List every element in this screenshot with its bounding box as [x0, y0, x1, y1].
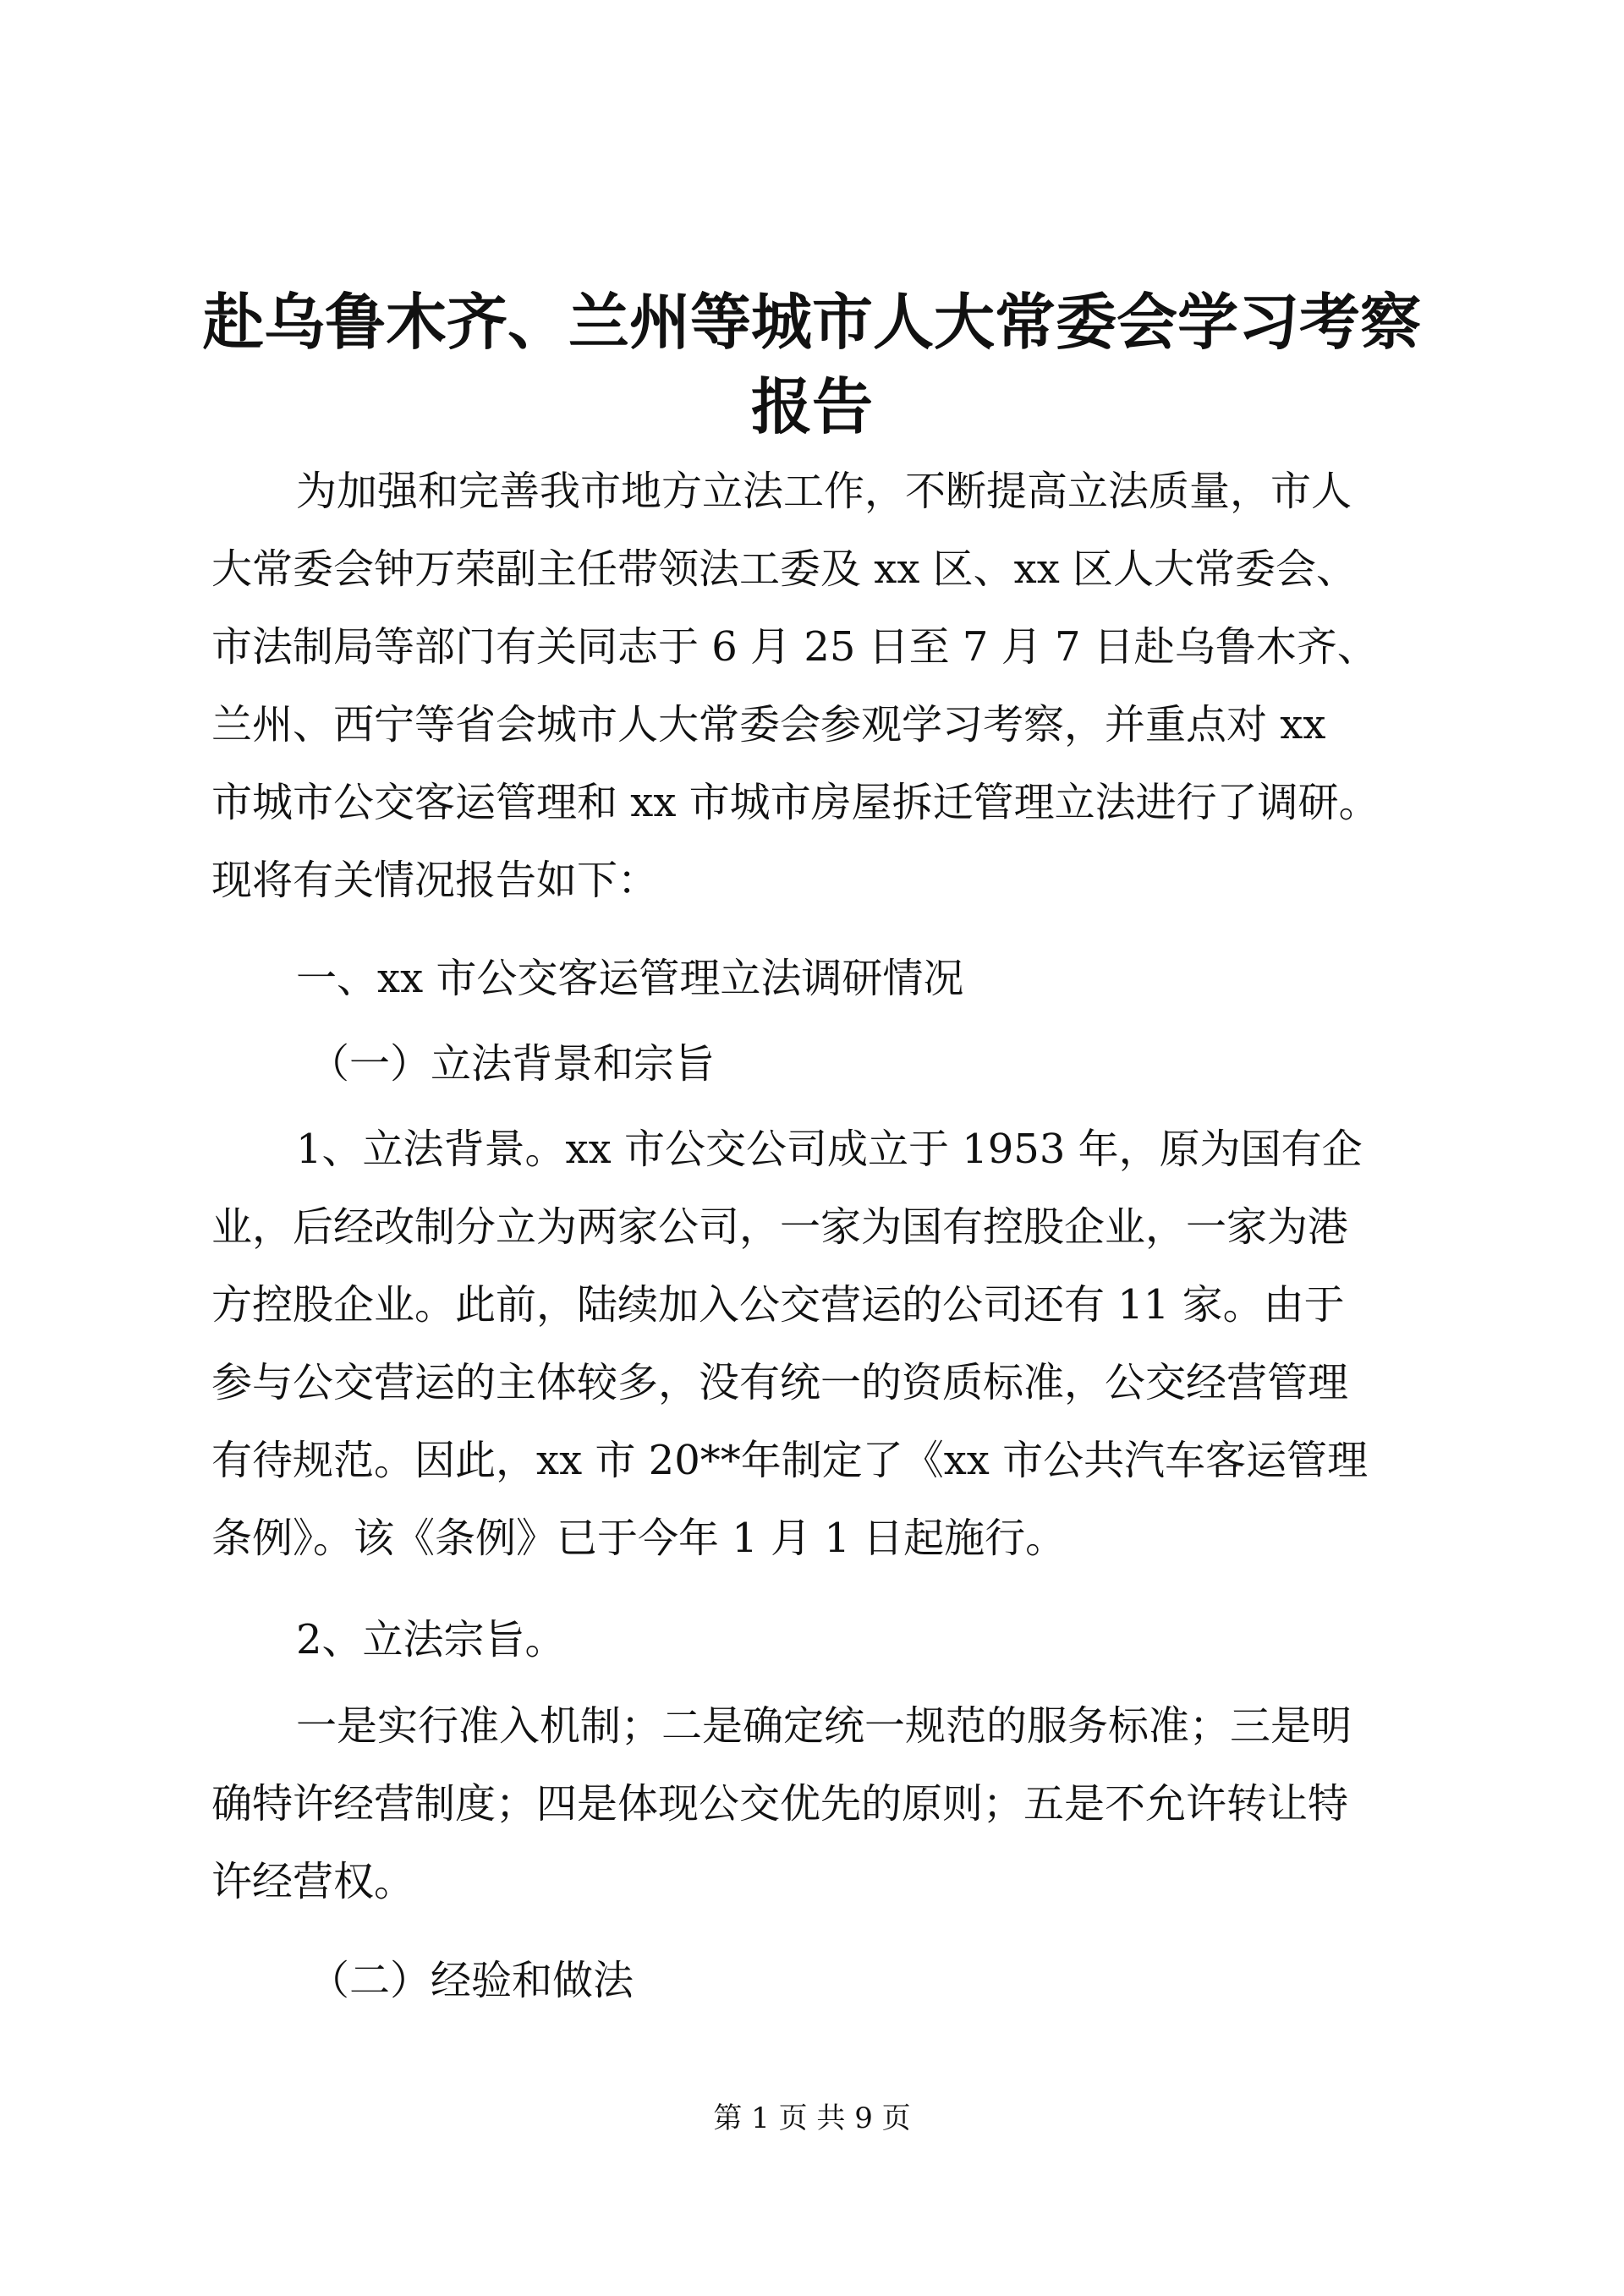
paragraph-line: 一是实行准入机制；二是确定统一规范的服务标准；三是明 — [296, 1702, 1352, 1750]
paragraph-line: 参与公交营运的主体较多，没有统一的资质标准，公交经营管理 — [211, 1359, 1349, 1406]
document-title-line-1: 赴乌鲁木齐、兰州等城市人大常委会学习考察 — [202, 286, 1421, 358]
paragraph-line: 业，后经改制分立为两家公司，一家为国有控股企业，一家为港 — [211, 1203, 1349, 1251]
subsection-heading: （二）经验和做法 — [309, 1957, 634, 2004]
page-footer: 第 1 页 共 9 页 — [713, 2101, 911, 2135]
paragraph-line: 许经营权。 — [211, 1858, 415, 1905]
section-heading: 一、xx 市公交客运管理立法调研情况 — [296, 955, 964, 1002]
paragraph-line: 现将有关情况报告如下： — [211, 857, 659, 904]
paragraph-line: 1、立法背景。xx 市公交公司成立于 1953 年，原为国有企 — [296, 1126, 1363, 1173]
paragraph-line: 兰州、西宁等省会城市人大常委会参观学习考察，并重点对 xx — [211, 701, 1326, 748]
paragraph-line: 市城市公交客运管理和 xx 市城市房屋拆迁管理立法进行了调研。 — [211, 779, 1380, 826]
subsection-heading: 2、立法宗旨。 — [296, 1616, 566, 1663]
paragraph-line: 条例》。该《条例》已于今年 1 月 1 日起施行。 — [211, 1515, 1067, 1562]
paragraph-line: 大常委会钟万荣副主任带领法工委及 xx 区、xx 区人大常委会、 — [211, 545, 1358, 593]
paragraph-line: 确特许经营制度；四是体现公交优先的原则；五是不允许转让特 — [211, 1780, 1349, 1827]
document-title-line-2: 报告 — [750, 370, 873, 442]
paragraph-line: 有待规范。因此，xx 市 20**年制定了《xx 市公共汽车客运管理 — [211, 1437, 1369, 1484]
paragraph-line: 为加强和完善我市地方立法工作，不断提高立法质量，市人 — [296, 468, 1352, 515]
subsection-heading: （一）立法背景和宗旨 — [309, 1040, 716, 1088]
paragraph-line: 方控股企业。此前，陆续加入公交营运的公司还有 11 家。由于 — [211, 1281, 1345, 1329]
paragraph-line: 市法制局等部门有关同志于 6 月 25 日至 7 月 7 日赴乌鲁木齐、 — [211, 623, 1378, 671]
